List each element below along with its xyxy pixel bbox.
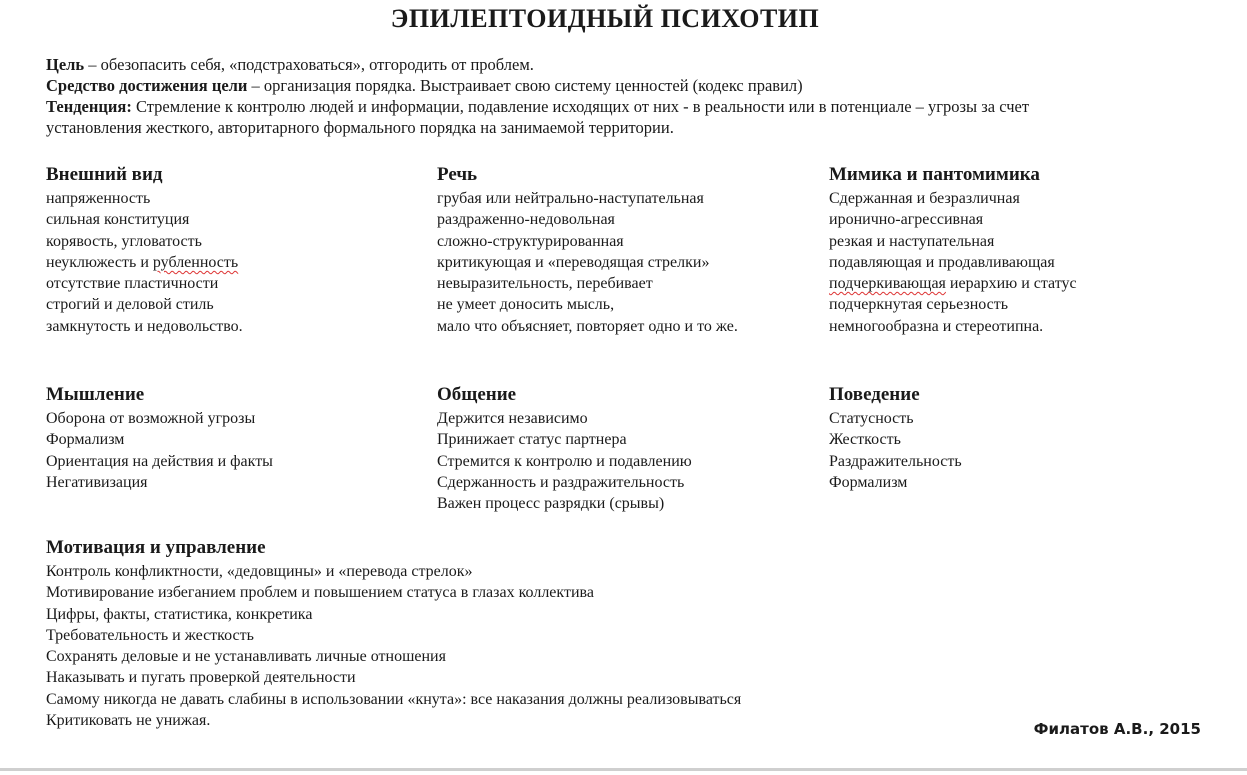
page-title: ЭПИЛЕПТОИДНЫЙ ПСИХОТИП bbox=[390, 4, 820, 33]
list-item: раздраженно-недовольная bbox=[437, 211, 615, 229]
list-item: подчеркнутая серьезность bbox=[829, 296, 1009, 314]
list-item: Оборона от возможной угрозы bbox=[46, 410, 256, 427]
means-line bbox=[46, 75, 1206, 96]
trend-line bbox=[46, 96, 1206, 117]
trend-label: Тенденция: bbox=[46, 97, 132, 116]
list-item: Цифры, факты, статистика, конкретика bbox=[46, 605, 313, 623]
list-item bbox=[46, 252, 243, 273]
goal-line bbox=[46, 54, 1206, 75]
trend-text: Стремление к контролю людей и информации, подавление исходящих от них - в реальности или в потенциале – угрозы за счет bbox=[131, 97, 1030, 116]
list-item: Сохранять деловые и не устанавливать личные отношения bbox=[46, 648, 446, 666]
list-item: мало что объясняет, повторяет одно и то же. bbox=[437, 317, 738, 335]
list-item: Раздражительность bbox=[829, 452, 962, 470]
list-item: корявость, угловатость bbox=[46, 232, 202, 250]
goal-label: Цель bbox=[46, 55, 85, 74]
author-credit: Филатов А.В., 2015 bbox=[1033, 720, 1201, 738]
list-item: сложно-структурированная bbox=[437, 232, 624, 250]
list-item: напряженность bbox=[46, 190, 151, 207]
section-heading: Общение bbox=[437, 384, 517, 405]
list-item-text: неуклюжесть и bbox=[46, 253, 153, 271]
list-item: Статусность bbox=[829, 410, 914, 427]
intro-block bbox=[46, 54, 1206, 138]
list-item: Контроль конфликтности, «дедовщины» и «перевода стрелок» bbox=[46, 563, 473, 580]
list-item: невыразительность, перебивает bbox=[437, 275, 653, 293]
list-item: подавляющая и продавливающая bbox=[829, 253, 1055, 271]
list-item: Принижает статус партнера bbox=[437, 431, 627, 449]
list-item: Формализм bbox=[46, 431, 125, 449]
section-appearance bbox=[46, 164, 243, 337]
goal-text: – обезопасить себя, «подстраховаться», отгородить от проблем. bbox=[84, 55, 534, 74]
section-heading: Мимика и пантомимика bbox=[829, 164, 1040, 185]
section-speech bbox=[437, 164, 738, 337]
section-heading: Мышление bbox=[46, 384, 145, 405]
section-heading: Мотивация и управление bbox=[46, 537, 266, 558]
list-item: немногообразна и стереотипна. bbox=[829, 317, 1044, 335]
list-item: Критиковать не унижая. bbox=[46, 712, 211, 730]
trend-line-continued: установления жесткого, авторитарного формального порядка на занимаемой территории. bbox=[46, 118, 674, 137]
list-item-text: иерархию и статус bbox=[945, 275, 1077, 293]
list-item: грубая или нейтрально-наступательная bbox=[437, 190, 704, 207]
section-heading: Поведение bbox=[829, 384, 920, 405]
means-label: Средство достижения цели bbox=[46, 76, 248, 95]
list-item: Ориентация на действия и факты bbox=[46, 452, 273, 470]
list-item: Сдержанная и безразличная bbox=[829, 190, 1020, 207]
list-item: Мотивирование избеганием проблем и повышением статуса в глазах коллектива bbox=[46, 584, 594, 602]
bottom-divider bbox=[0, 768, 1247, 771]
list-item: строгий и деловой стиль bbox=[46, 296, 214, 314]
spellcheck-word: подчеркивающая bbox=[829, 275, 946, 293]
list-item bbox=[829, 273, 1077, 294]
list-item: сильная конституция bbox=[46, 211, 190, 229]
list-item: Формализм bbox=[829, 473, 908, 491]
spellcheck-word: рубленность bbox=[152, 253, 239, 271]
list-item: резкая и наступательная bbox=[829, 232, 995, 250]
section-heading: Внешний вид bbox=[46, 164, 163, 185]
section-behavior bbox=[829, 384, 962, 493]
list-item: Сдержанность и раздражительность bbox=[437, 473, 685, 491]
section-thinking bbox=[46, 384, 273, 493]
section-communication bbox=[437, 384, 692, 514]
list-item: замкнутость и недовольство. bbox=[46, 317, 243, 335]
list-item: Самому никогда не давать слабины в использовании «кнута»: все наказания должны реализовываться bbox=[46, 690, 742, 708]
section-mimicry bbox=[829, 164, 1077, 337]
list-item: критикующая и «переводящая стрелки» bbox=[437, 253, 710, 271]
section-heading: Речь bbox=[437, 164, 478, 185]
list-item: Жесткость bbox=[829, 431, 901, 449]
means-text: – организация порядка. Выстраивает свою систему ценностей (кодекс правил) bbox=[247, 76, 803, 95]
list-item: Важен процесс разрядки (срывы) bbox=[437, 495, 665, 513]
list-item: отсутствие пластичности bbox=[46, 275, 219, 293]
list-item: Требовательность и жесткость bbox=[46, 626, 254, 644]
list-item: Стремится к контролю и подавлению bbox=[437, 452, 692, 470]
list-item: иронично-агрессивная bbox=[829, 211, 984, 229]
list-item: Наказывать и пугать проверкой деятельности bbox=[46, 669, 356, 687]
section-motivation bbox=[46, 537, 741, 731]
list-item: Держится независимо bbox=[437, 410, 588, 427]
list-item: Негативизация bbox=[46, 473, 148, 491]
list-item: не умеет доносить мысль, bbox=[437, 296, 615, 314]
